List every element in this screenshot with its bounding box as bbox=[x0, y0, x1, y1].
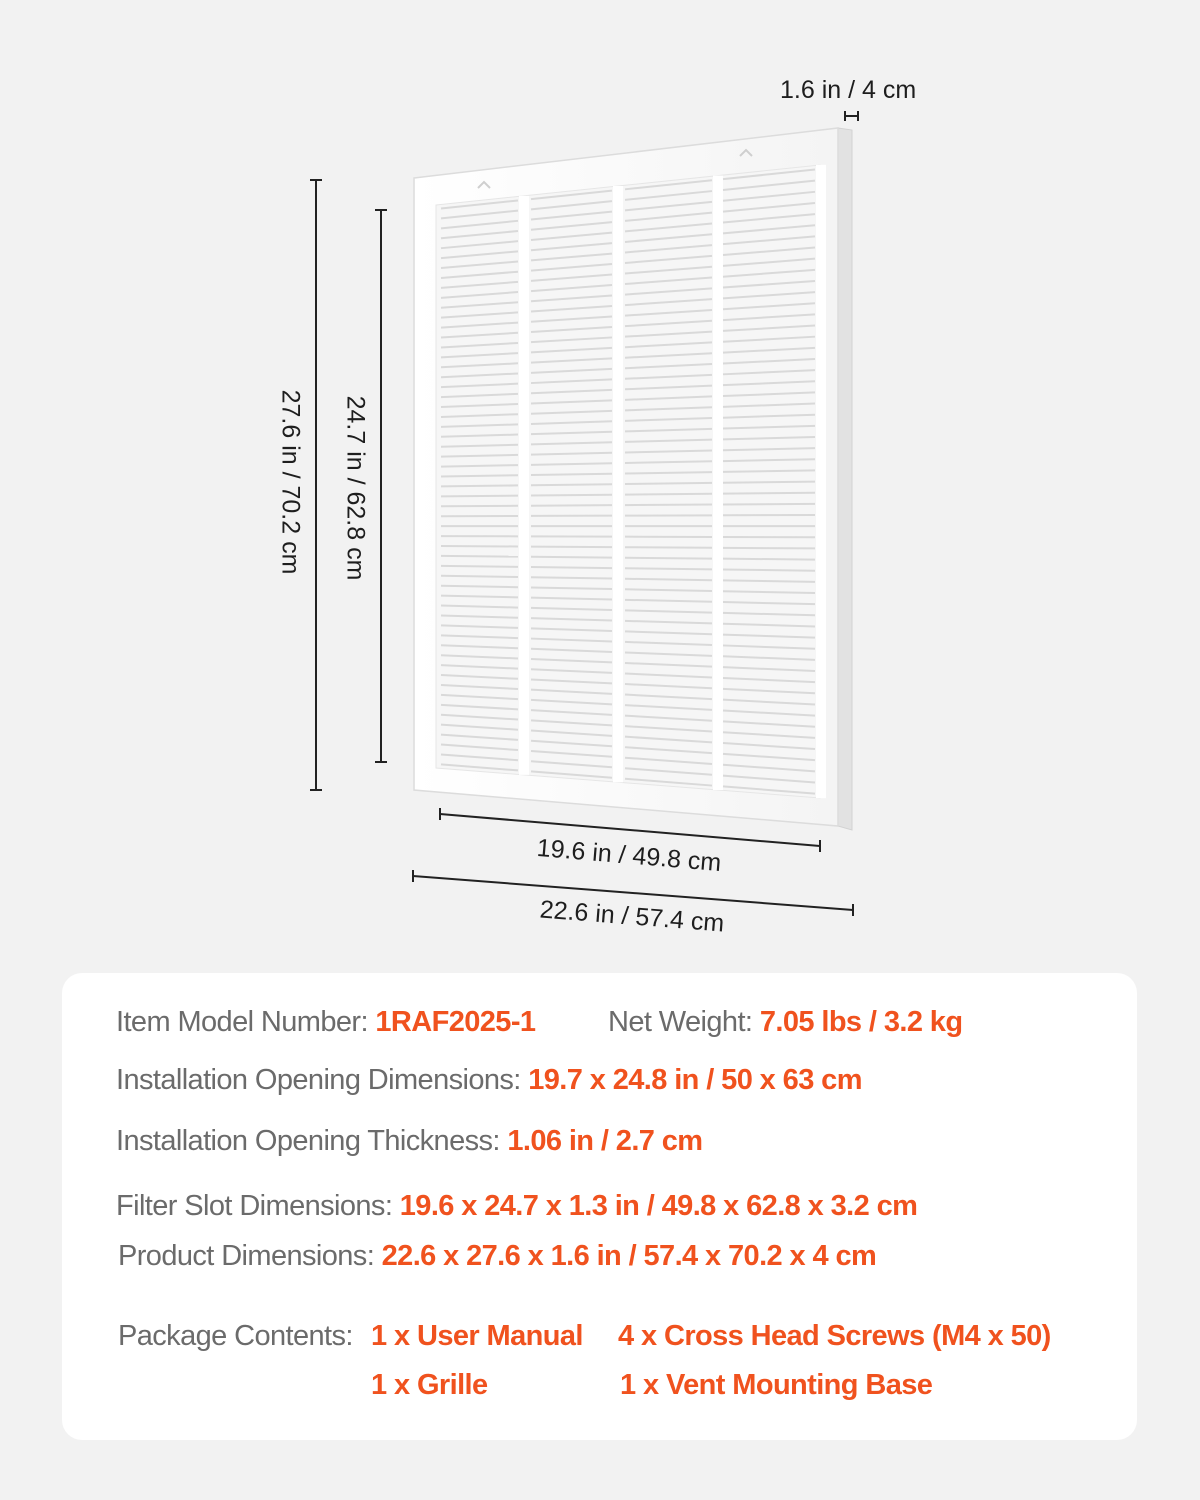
depth-label: 1.6 in / 4 cm bbox=[780, 76, 917, 104]
product-dimensions-label: Product Dimensions: bbox=[118, 1240, 375, 1272]
louver-slat bbox=[441, 546, 518, 547]
model-number-label: Item Model Number: bbox=[116, 1006, 368, 1038]
louver-slat bbox=[723, 504, 815, 505]
louver-slat bbox=[441, 485, 518, 486]
total-height-label: 27.6 in / 70.2 cm bbox=[276, 389, 305, 575]
package-item: 4 x Cross Head Screws (M4 x 50) bbox=[618, 1320, 1051, 1352]
louver-slat bbox=[441, 506, 518, 507]
louver-slat bbox=[531, 495, 612, 496]
net-weight-row bbox=[608, 1006, 962, 1039]
model-number-value: 1RAF2025-1 bbox=[375, 1006, 536, 1038]
louver-slat bbox=[625, 558, 712, 559]
louver-slat bbox=[531, 505, 612, 506]
filter-slot-row bbox=[116, 1190, 917, 1223]
louver-slat bbox=[531, 484, 612, 485]
louver-slat bbox=[625, 568, 712, 569]
grille-side-edge bbox=[838, 128, 852, 830]
louver-slat bbox=[441, 566, 518, 567]
louver-slat bbox=[625, 494, 712, 495]
opening-dimensions-row bbox=[116, 1064, 862, 1097]
louver-slat bbox=[625, 547, 712, 548]
louver-slat bbox=[723, 559, 815, 560]
louver-slat bbox=[625, 579, 712, 580]
louver-slat bbox=[625, 505, 712, 506]
total-width-label: 22.6 in / 57.4 cm bbox=[538, 895, 726, 938]
louver-slat bbox=[723, 493, 815, 494]
package-item: 1 x Vent Mounting Base bbox=[620, 1369, 933, 1401]
louver-slat bbox=[625, 472, 712, 473]
specification-card bbox=[62, 973, 1137, 1440]
model-number-row bbox=[116, 1006, 535, 1039]
opening-thickness-row bbox=[116, 1125, 702, 1158]
louver-slat bbox=[531, 474, 612, 475]
louver-slat bbox=[441, 576, 518, 577]
louver-slat bbox=[723, 570, 815, 571]
net-weight-value: 7.05 lbs / 3.2 kg bbox=[759, 1006, 963, 1038]
louver-slat bbox=[531, 567, 612, 568]
package-item: 1 x User Manual bbox=[371, 1320, 583, 1352]
louver-slat bbox=[441, 556, 518, 557]
inner-height-label: 24.7 in / 62.8 cm bbox=[341, 395, 370, 581]
net-weight-label: Net Weight: bbox=[608, 1006, 753, 1038]
louver-slat bbox=[441, 496, 518, 497]
louver-slat bbox=[531, 547, 612, 548]
louver-slat bbox=[723, 482, 815, 483]
louver-slat bbox=[441, 475, 518, 476]
opening-thickness-value: 1.06 in / 2.7 cm bbox=[507, 1125, 703, 1157]
inner-width-label: 19.6 in / 49.8 cm bbox=[535, 833, 723, 878]
product-dimensions-row bbox=[118, 1240, 876, 1273]
louver-slat bbox=[625, 483, 712, 484]
package-item: 1 x Grille bbox=[371, 1369, 488, 1401]
louver-slat bbox=[531, 577, 612, 578]
opening-dimensions-label: Installation Opening Dimensions: bbox=[116, 1064, 521, 1096]
opening-thickness-label: Installation Opening Thickness: bbox=[116, 1125, 500, 1157]
filter-slot-value: 19.6 x 24.7 x 1.3 in / 49.8 x 62.8 x 3.2 cm bbox=[399, 1190, 918, 1222]
opening-dimensions-value: 19.7 x 24.8 in / 50 x 63 cm bbox=[528, 1064, 862, 1096]
package-contents-label: Package Contents: bbox=[118, 1320, 353, 1352]
louver-slat bbox=[531, 557, 612, 558]
product-dimensions-value: 22.6 x 27.6 x 1.6 in / 57.4 x 70.2 x 4 cm bbox=[381, 1240, 877, 1272]
louver-slat bbox=[723, 548, 815, 549]
filter-slot-label: Filter Slot Dimensions: bbox=[116, 1190, 393, 1222]
